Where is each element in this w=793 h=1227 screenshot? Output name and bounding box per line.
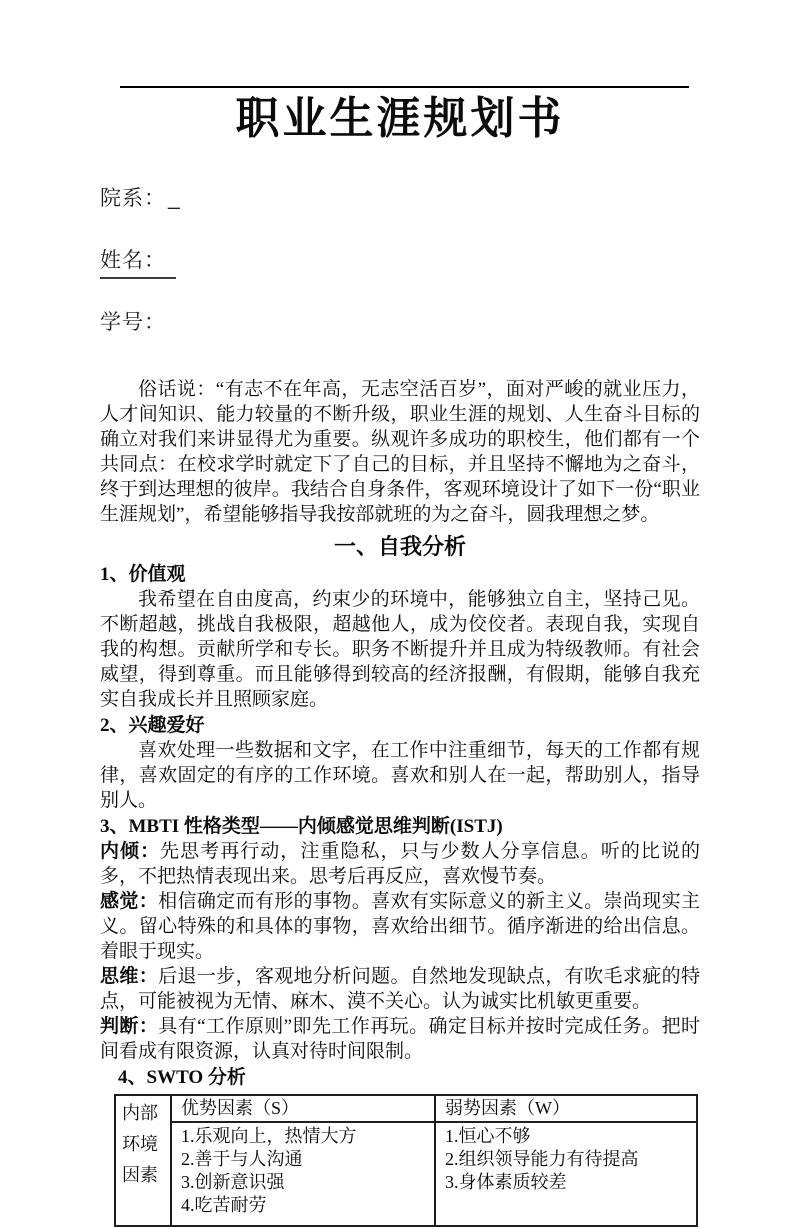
- swot-col-header-strengths: 优势因素（S）: [171, 1095, 435, 1122]
- swot-strengths-cell: [171, 1122, 435, 1226]
- mbti-introversion-text: 先思考再行动，注重隐私，只与少数人分享信息。听的比说的多，不把热情表现出来。思考后再反应，喜欢慢节奏。: [100, 841, 700, 887]
- swot-weaknesses-cell: [435, 1122, 697, 1226]
- swot-table: [114, 1094, 698, 1227]
- mbti-item-sensing: [100, 889, 700, 964]
- swot-strength-item: 2.善于与人沟通: [181, 1149, 303, 1169]
- swot-row-header-cell: [115, 1095, 171, 1226]
- student-id-label: 学号：: [100, 311, 166, 334]
- subsection-heading-swto: 4、SWTO 分析: [118, 1067, 246, 1088]
- swot-row-header-line: 环境: [122, 1134, 158, 1154]
- swot-row-header-line: 内部: [122, 1103, 158, 1123]
- swot-strength-item: 4.吃苦耐劳: [181, 1195, 267, 1215]
- mbti-sensing-text: 相信确定而有形的事物。喜欢有实际意义的新主义。崇尚现实主义。留心特殊的和具体的事物，喜欢给出细节。循序渐进的给出信息。着眼于现实。: [100, 891, 700, 962]
- mbti-judging-text: 具有“工作原则”即先工作再玩。确定目标并按时完成任务。把时间看成有限资源，认真对待时间限制。: [100, 1016, 700, 1062]
- mbti-introversion-label: 内倾：: [100, 841, 161, 862]
- mbti-thinking-label: 思维：: [100, 966, 159, 987]
- mbti-judging-label: 判断：: [100, 1016, 159, 1037]
- cover-fields: [100, 182, 700, 334]
- field-name: [100, 244, 700, 272]
- swot-weakness-item: 3.身体素质较差: [445, 1172, 567, 1192]
- mbti-item-thinking: [100, 964, 700, 1014]
- document-title: 职业生涯规划书: [235, 94, 565, 143]
- swot-weakness-item: 2.组织领导能力有待提高: [445, 1149, 639, 1169]
- mbti-item-introversion: [100, 839, 700, 889]
- swot-row-header-line: 因素: [122, 1165, 158, 1185]
- intro-paragraph: 俗话说：“有志不在年高，无志空活百岁”，面对严峻的就业压力，人才间知识、能力较量的不断升级，职业生涯的规划、人生奋斗目标的确立对我们来讲显得尤为重要。纵观许多成功的职校生，他们都有一个共同点：在校求学时就定下了自己的目标，并且坚持不懈地为之奋斗，终于到达理想的彼岸。我结合自身条件，客观环境设计了如下一份“职业生涯规划”，希望能够指导我按部就班的为之奋斗，圆我理想之梦。: [100, 379, 700, 525]
- section-heading-self-analysis: 一、自我分析: [333, 534, 466, 559]
- subsection-heading-interests: 2、兴趣爱好: [100, 715, 205, 736]
- swot-col-header-weaknesses: 弱势因素（W）: [435, 1095, 697, 1122]
- values-paragraph: 我希望在自由度高，约束少的环境中，能够独立自主，坚持己见。不断超越，挑战自我极限，超越他人，成为佼佼者。表现自我，实现自我的构想。贡献所学和专长。职务不断提升并且成为特级教师。有社会威望，得到尊重。而且能够得到较高的经济报酬，有假期，能够自我充实自我成长并且照顾家庭。: [100, 589, 700, 710]
- department-label: 院系：: [100, 187, 166, 210]
- field-student-id: [100, 306, 700, 334]
- name-label: 姓名：: [100, 244, 176, 279]
- mbti-sensing-label: 感觉：: [100, 891, 159, 912]
- swot-weakness-item: 1.恒心不够: [445, 1126, 531, 1146]
- swot-strength-item: 1.乐观向上，热情大方: [181, 1126, 357, 1146]
- header-rule: [120, 86, 689, 88]
- department-value: _: [168, 187, 180, 210]
- subsection-heading-mbti: 3、MBTI 性格类型——内倾感觉思维判断(ISTJ): [100, 816, 503, 837]
- field-department: [100, 182, 700, 210]
- swot-strength-item: 3.创新意识强: [181, 1172, 285, 1192]
- mbti-item-judging: [100, 1014, 700, 1064]
- swot-body-row: [115, 1122, 697, 1226]
- swot-header-row: [115, 1095, 697, 1122]
- interests-paragraph: 喜欢处理一些数据和文字，在工作中注重细节，每天的工作都有规律，喜欢固定的有序的工作环境。喜欢和别人在一起，帮助别人，指导别人。: [100, 740, 700, 811]
- mbti-thinking-text: 后退一步，客观地分析问题。自然地发现缺点，有吹毛求疵的特点，可能被视为无情、麻木、漠不关心。认为诚实比机敏更重要。: [100, 966, 700, 1012]
- subsection-heading-values: 1、价值观: [100, 564, 186, 585]
